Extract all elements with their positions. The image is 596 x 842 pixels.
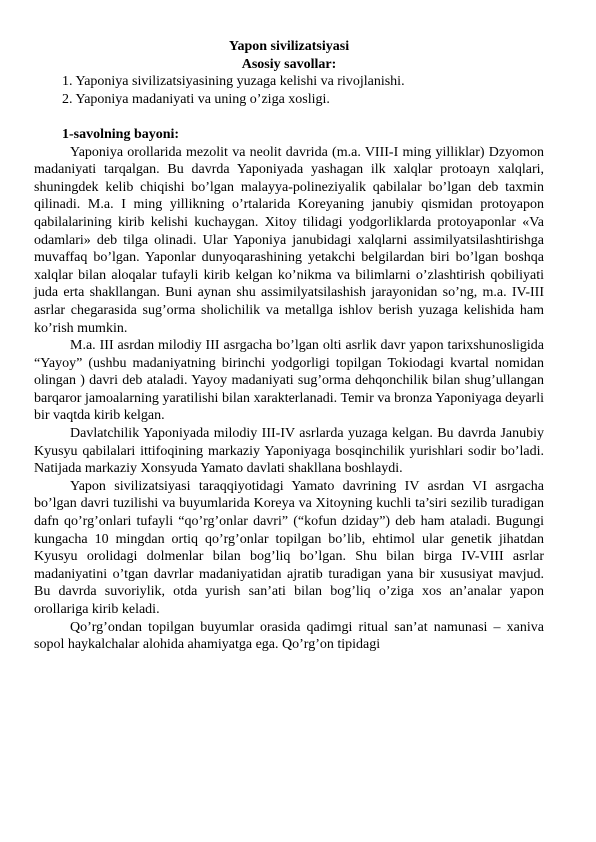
question-item: 2. Yaponiya madaniyati va uning o’ziga xosligi. xyxy=(62,91,330,107)
body-paragraph: Yaponiya orollarida mezolit va neolit davrida (m.a. VIII-I ming yilliklar) Dzyomon madaniyati tarqalgan. Bu davrda Yaponiyada yashagan ilk xalqlar protoayn xalqlari, shuningdek kelib chiqishi bo’lgan malayya-polineziyalik qabilalar bo’lgan deb taxmin qilinadi. M.a. I ming yillikning o’rtalarida Koreyaning janubiy qismidan protoyapon qabilalarining kirib kelishi kuchaygan. Xitoy tilidagi yodgorliklarda protoyaponlar «Va odamlari» deb tilga olinadi. Ular Yaponiya janubidagi xalqlarni assimilyatsilashtirishga muvaffaq bo’lgan. Yaponlar dunyoqarashining yetakchi belgilardan biri bo’lgan boshqa xalqlar bilan aloqalar tufayli kirib kelgan ko’nikma va bilimlarni o’zlashtirish qobiliyati juda erta shakllangan. Buni aynan shu assimilyatsilashish jarayonidan so’ng, m.a. IV-III asrlar chegarasida sug’orma sholichilik va metallga ishlov berish yuzaga kelishida ham ko’rish mumkin. xyxy=(34,144,544,336)
section-heading: 1-savolning bayoni: xyxy=(62,126,180,142)
body-paragraph: Yapon sivilizatsiyasi taraqqiyotidagi Yamato davrining IV asrdan VI asrgacha bo’lgan davri tuzilishi va buyumlarida Koreya va Xitoyning kuchli ta’siri sezilib turadigan dafn qo’rg’onlari tufayli “qo’rg’onlar davri” (“kofun dziday”) deb ham ataladi. Bugungi kungacha 10 mingdan ortiq qo’rg’onlar topilgan bo’lib, ehtimol ular genetik jihatdan Kyusyu orolidagi dolmenlar bilan bog’liq bo’lgan. Shu bilan birga IV-VIII asrlar madaniyatini o’tgan davrlar madaniyatidan ajratib turadigan yana bir xususiyat mavjud. Bu davrda suvoriylik, otda yurish san’ati bilan bog’liq o’ziga xos an’analar yapon orollariga kirib keladi. xyxy=(34,478,544,617)
question-item: 1. Yaponiya sivilizatsiyasining yuzaga kelishi va rivojlanishi. xyxy=(62,74,405,90)
body-paragraph: Davlatchilik Yaponiyada milodiy III-IV asrlarda yuzaga kelgan. Bu davrda Janubiy Kyusyu qabilalari ittifoqining markaziy Yaponiyaga bosqinchilik yurishlari sodir bo’ladi. Natijada markaziy Xonsyuda Yamato davlati shakllana boshlaydi. xyxy=(34,426,544,477)
questions-list xyxy=(34,73,544,108)
document-title: Yapon sivilizatsiyasi xyxy=(228,39,350,54)
document-subtitle: Asosiy savollar: xyxy=(241,56,337,72)
body-paragraph: M.a. III asrdan milodiy III asrgacha bo’lgan olti asrlik davr yapon tarixshunosligida “Yayoy” (ushbu madaniyatning birinchi yodgorligi topilgan Tokiodagi kvartal nomidan olingan ) davri deb ataladi. Yayoy madaniyati sug’orma dehqonchilik bilan shug’ullangan barqaror jamoalarning yaratilishi bilan xarakterlanadi. Temir va bronza Yaponiyaga deyarli bir vaqtda kirib kelgan. xyxy=(34,338,544,424)
body-paragraph: Qo’rg’ondan topilgan buyumlar orasida qadimgi ritual san’at namunasi – xaniva sopol haykalchalar alohida ahamiyatga ega. Qo’rg’on tipidagi xyxy=(34,619,544,653)
blank-line xyxy=(34,108,544,126)
document-page xyxy=(34,38,544,654)
